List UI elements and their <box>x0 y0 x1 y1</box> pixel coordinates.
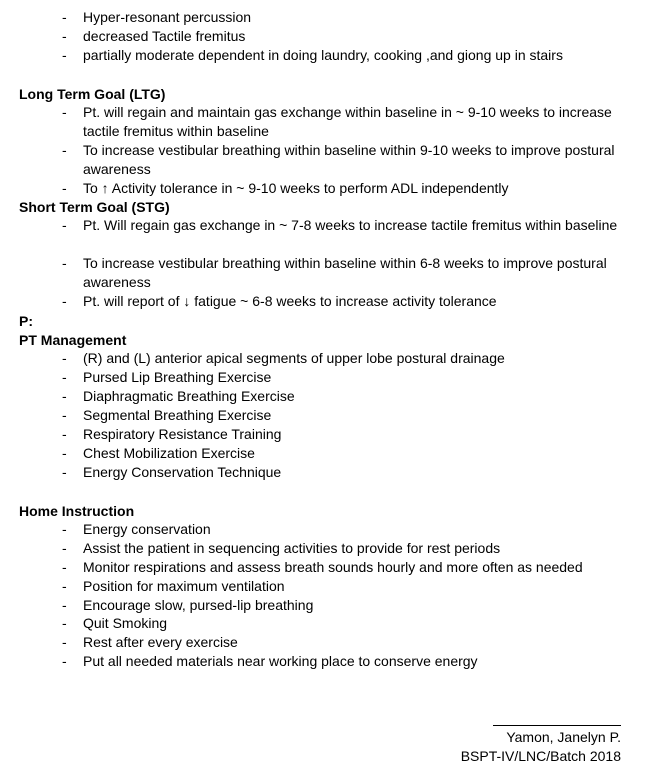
list-item <box>62 387 622 406</box>
list-dash: - <box>62 255 67 271</box>
plan-label: P: <box>19 313 33 329</box>
list-dash: - <box>62 464 67 480</box>
list-item <box>62 463 622 482</box>
list-dash: - <box>62 653 67 669</box>
list-item-text: Position for maximum ventilation <box>83 578 285 594</box>
list-dash: - <box>62 521 67 537</box>
list-dash: - <box>62 9 67 25</box>
list-dash: - <box>62 388 67 404</box>
list-item <box>62 292 622 311</box>
list-item-text: Energy Conservation Technique <box>83 464 282 480</box>
list-item-text: Chest Mobilization Exercise <box>83 445 255 461</box>
list-dash: - <box>62 407 67 423</box>
list-item-text: Hyper-resonant percussion <box>83 9 252 25</box>
list-dash: - <box>62 597 67 613</box>
list-item-text: Encourage slow, pursed-lip breathing <box>83 597 314 613</box>
list-item <box>62 368 622 387</box>
list-item <box>62 520 622 539</box>
list-item-text: Quit Smoking <box>83 615 168 631</box>
list-dash: - <box>62 445 67 461</box>
list-item <box>62 103 622 141</box>
list-item <box>62 539 622 558</box>
list-item <box>62 349 622 368</box>
list-dash: - <box>62 559 67 575</box>
list-item <box>62 8 622 27</box>
stg-heading: Short Term Goal (STG) <box>19 199 170 215</box>
list-item-text: To increase vestibular breathing within baseline within 9-10 weeks to improve postural awareness <box>83 142 615 177</box>
list-dash: - <box>62 217 67 233</box>
list-item <box>62 577 622 596</box>
list-item <box>62 614 622 633</box>
list-dash: - <box>62 28 67 44</box>
list-item <box>62 216 622 235</box>
list-dash: - <box>62 142 67 158</box>
list-item <box>62 652 622 671</box>
list-item <box>62 444 622 463</box>
list-dash: - <box>62 615 67 631</box>
home-instruction-heading: Home Instruction <box>19 503 135 519</box>
list-item <box>62 179 622 198</box>
list-item <box>62 46 622 65</box>
list-item <box>62 558 622 577</box>
list-item-text: To ↑ Activity tolerance in ~ 9-10 weeks to perform ADL independently <box>83 180 509 196</box>
list-item-text: Put all needed materials near working place to conserve energy <box>83 653 478 669</box>
signature-name: Yamon, Janelyn P. <box>506 729 621 745</box>
list-item-text: Pursed Lip Breathing Exercise <box>83 369 272 385</box>
list-dash: - <box>62 369 67 385</box>
list-item <box>62 406 622 425</box>
list-dash: - <box>62 578 67 594</box>
list-dash: - <box>62 104 67 120</box>
list-item-text: Monitor respirations and assess breath sounds hourly and more often as needed <box>83 559 583 575</box>
pt-management-heading: PT Management <box>19 332 127 348</box>
list-item-text: (R) and (L) anterior apical segments of upper lobe postural drainage <box>83 350 505 366</box>
list-item-text: Respiratory Resistance Training <box>83 426 282 442</box>
list-item-text: Energy conservation <box>83 521 211 537</box>
list-item <box>62 596 622 615</box>
list-dash: - <box>62 350 67 366</box>
ltg-heading: Long Term Goal (LTG) <box>19 86 166 102</box>
list-item-text: Rest after every exercise <box>83 634 238 650</box>
list-item-text: Diaphragmatic Breathing Exercise <box>83 388 295 404</box>
list-item <box>62 254 622 292</box>
list-item-text: Pt. will report of ↓ fatigue ~ 6-8 weeks to increase activity tolerance <box>83 293 497 309</box>
list-item-text: Segmental Breathing Exercise <box>83 407 272 423</box>
list-item-text: Pt. Will regain gas exchange in ~ 7-8 weeks to increase tactile fremitus within baseline <box>83 217 618 233</box>
signature-line <box>493 725 621 726</box>
list-dash: - <box>62 180 67 196</box>
list-item <box>62 425 622 444</box>
list-item-text: Pt. will regain and maintain gas exchange within baseline in ~ 9-10 weeks to increase tactile fremitus within baseline <box>83 104 612 139</box>
list-dash: - <box>62 47 67 63</box>
list-dash: - <box>62 634 67 650</box>
list-dash: - <box>62 293 67 309</box>
list-item-text: Assist the patient in sequencing activities to provide for rest periods <box>83 540 501 556</box>
signature-credential: BSPT-IV/LNC/Batch 2018 <box>460 748 621 764</box>
list-dash: - <box>62 540 67 556</box>
list-dash: - <box>62 426 67 442</box>
list-item-text: To increase vestibular breathing within baseline within 6-8 weeks to improve postural awareness <box>83 255 607 290</box>
list-item <box>62 27 622 46</box>
list-item <box>62 633 622 652</box>
list-item <box>62 141 622 179</box>
list-item-text: decreased Tactile fremitus <box>83 28 246 44</box>
list-item-text: partially moderate dependent in doing laundry, cooking ,and giong up in stairs <box>83 47 563 63</box>
